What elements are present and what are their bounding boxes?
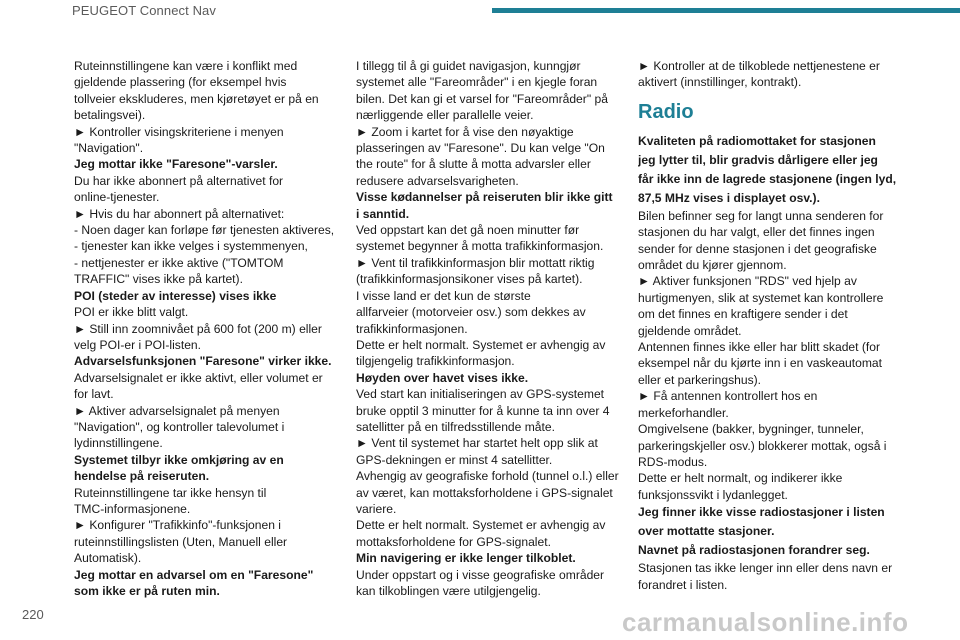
text-line: eksempel når du kjørte inn i en vaskeautomat	[638, 356, 883, 371]
text-line: Omgivelsene (bakker, bygninger, tunneler,	[638, 422, 864, 437]
text-line: Ved oppstart kan det gå noen minutter før	[356, 223, 580, 238]
text-line: for lavt.	[74, 387, 114, 402]
text-line: Du har ikke abonnert på alternativet for	[74, 173, 284, 188]
text-line: Automatisk).	[74, 551, 142, 566]
text-line: eller et parkeringshus).	[638, 372, 762, 387]
text-line: ► Kontroller at de tilkoblede nettjenestene er	[638, 59, 880, 73]
text-line: ► Kontroller visingskriteriene i menyen	[74, 124, 284, 139]
section-heading-radio: Radio	[638, 100, 694, 123]
text-line: - tjenester kan ikke velges i systemmenyen,	[74, 239, 308, 254]
bold-text-line: Jeg mottar ikke "Faresone"-varsler.	[74, 157, 278, 172]
text-line: Dette er helt normalt. Systemet er avhengig av	[356, 518, 606, 533]
text-line: hurtigmenyen, slik at systemet kan kontrollere	[638, 290, 884, 305]
text-line: lydinnstillingene.	[74, 436, 163, 451]
text-line: ► Vent til trafikkinformasjon blir mottatt riktig	[356, 255, 595, 270]
header-accent-bar	[492, 8, 960, 13]
text-line: ► Vent til systemet har startet helt opp slik at	[356, 436, 598, 451]
text-line: systemet begynner å motta trafikkinformasjon.	[356, 239, 604, 254]
text-line: gjeldende plassering (for eksempel hvis	[74, 75, 287, 90]
site-watermark: carmanualsonline.info	[622, 607, 909, 637]
text-line: Advarselsignalet er ikke aktivt, eller volumet er	[74, 370, 323, 385]
text-line: (trafikkinformasjonsikoner vises på kartet).	[356, 272, 583, 287]
bold-text-line: som ikke er på ruten min.	[74, 584, 220, 598]
text-column-2	[356, 58, 624, 599]
bold-text-line: hendelse på reiseruten.	[74, 469, 210, 484]
text-line: stasjonen du har valgt, eller det finnes ingen	[638, 225, 875, 240]
column-3-intro	[638, 58, 904, 91]
text-line: bilen. Det kan gi et varsel for "Fareområder" på	[356, 91, 608, 106]
text-line: TRAFFIC" vises ikke på kartet).	[74, 272, 243, 287]
bold-text-line: Visse kødannelser på reiseruten blir ikke gitt	[356, 190, 613, 205]
bold-text-line: Høyden over havet vises ikke.	[356, 370, 529, 385]
text-line: ► Zoom i kartet for å vise den nøyaktige	[356, 124, 574, 139]
text-line: parkeringskjeller osv.) blokkerer mottak, også i	[638, 438, 887, 453]
bold-text-line: Advarselsfunksjonen "Faresone" virker ikke.	[74, 354, 332, 369]
text-line: GPS-dekningen er minst 4 satellitter.	[356, 452, 553, 467]
text-column-3	[638, 58, 904, 593]
bold-text-line: Systemet tilbyr ikke omkjøring av en	[74, 452, 284, 467]
text-line: sender for denne stasjonen i det geografiske	[638, 241, 877, 256]
text-line: bruke opptil 3 minutter for å kunne ta inn over 4	[356, 403, 610, 418]
text-line: Ruteinnstillingene tar ikke hensyn til	[74, 485, 267, 500]
text-line: Dette er helt normalt, og indikerer ikke	[638, 471, 843, 486]
text-line: Stasjonen tas ikke lenger inn eller dens navn er	[638, 561, 893, 576]
text-line: tollveier ekskluderes, men kjøretøyet er på en	[74, 91, 319, 106]
text-line: av været, kan mottaksforholdene i GPS-signalet	[356, 485, 613, 500]
bold-text-line: Navnet på radiostasjonen forandrer seg.	[638, 543, 870, 558]
text-line: satellitter på en tilfredsstillende måte.	[356, 419, 555, 434]
text-line: mottaksforholdene for GPS-signalet.	[356, 534, 551, 549]
text-line: området du kjører gjennom.	[638, 258, 787, 273]
text-line: nærliggende eller parallelle veier.	[356, 108, 534, 123]
bold-text-line: over mottatte stasjoner.	[638, 524, 775, 539]
text-line: variere.	[356, 501, 397, 516]
text-line: "Navigation".	[74, 141, 144, 156]
text-line: forandret i listen.	[638, 577, 728, 592]
text-line: - Noen dager kan forløpe før tjenesten aktiveres,	[74, 223, 335, 238]
text-line: ► Still inn zoomnivået på 600 fot (200 m) eller	[74, 321, 322, 336]
bold-text-line: jeg lytter til, blir gradvis dårligere eller jeg	[638, 152, 878, 167]
text-line: ► Aktiver advarselsignalet på menyen	[74, 403, 280, 418]
bold-text-line: i sanntid.	[356, 206, 410, 221]
text-line: POI er ikke blitt valgt.	[74, 305, 189, 320]
text-line: the route" for å slutte å motta advarsler eller	[356, 157, 591, 172]
text-line: ruteinnstillingslisten (Uten, Manuell eller	[74, 534, 288, 549]
text-line: allfarveier (motorveier osv.) som dekkes av	[356, 305, 586, 320]
text-line: ► Aktiver funksjonen "RDS" ved hjelp av	[638, 274, 857, 289]
text-line: Ved start kan initialiseringen av GPS-systemet	[356, 387, 605, 402]
text-line: kan tilkoblingen være utilgjengelig.	[356, 584, 541, 598]
text-line: aktivert (innstillinger, kontrakt).	[638, 75, 802, 90]
bold-text-line: Kvaliteten på radiomottaket for stasjonen	[638, 133, 876, 148]
text-line: betalingsvei).	[74, 108, 146, 123]
text-line: I visse land er det kun de største	[356, 288, 531, 303]
text-line: plasseringen av "Faresone". Du kan velge "On	[356, 141, 605, 156]
bold-text-line: Jeg finner ikke visse radiostasjoner i listen	[638, 505, 885, 520]
text-line: velg POI-er i POI-listen.	[74, 337, 202, 352]
text-line: I tillegg til å gi guidet navigasjon, kunngjør	[356, 59, 581, 73]
text-line: Under oppstart og i visse geografiske områder	[356, 567, 605, 582]
text-line: systemet alle "Fareområder" i en kjegle foran	[356, 75, 598, 90]
text-line: - nettjenester er ikke aktive ("TOMTOM	[74, 255, 284, 270]
text-line: online-tjenester.	[74, 190, 160, 205]
bold-text-line: Min navigering er ikke lenger tilkoblet.	[356, 551, 576, 566]
text-line: ► Få antennen kontrollert hos en	[638, 389, 818, 404]
text-line: ► Hvis du har abonnert på alternativet:	[74, 206, 285, 221]
text-column-1	[74, 58, 336, 599]
text-line: Dette er helt normalt. Systemet er avhengig av	[356, 337, 606, 352]
text-line: gjeldende området.	[638, 323, 742, 338]
text-line: TMC-informasjonene.	[74, 501, 191, 516]
bold-text-line: Jeg mottar en advarsel om en "Faresone"	[74, 567, 314, 582]
text-line: Antennen finnes ikke eller har blitt skadet (for	[638, 340, 881, 355]
text-line: trafikkinformasjonen.	[356, 321, 468, 336]
text-line: Bilen befinner seg for langt unna senderen for	[638, 208, 884, 223]
text-line: ► Konfigurer "Trafikkinfo"-funksjonen i	[74, 518, 281, 533]
text-line: Avhengig av geografiske forhold (tunnel o.l.) eller	[356, 469, 619, 484]
text-line: redusere advarselsvarigheten.	[356, 173, 519, 188]
text-line: merkeforhandler.	[638, 405, 729, 420]
column-3-radio-body	[638, 132, 904, 593]
text-line: Ruteinnstillingene kan være i konflikt med	[74, 59, 298, 73]
text-line: funksjonssvikt i lydanlegget.	[638, 487, 788, 502]
running-header-title: PEUGEOT Connect Nav	[72, 3, 216, 18]
text-line: om det finnes en kraftigere sender i det	[638, 307, 848, 322]
text-line: "Navigation", og kontroller talevolumet i	[74, 419, 285, 434]
page-number: 220	[22, 607, 44, 622]
bold-text-line: POI (steder av interesse) vises ikke	[74, 288, 277, 303]
text-line: tilgjengelig trafikkinformasjon.	[356, 354, 515, 369]
bold-text-line: 87,5 MHz vises i displayet osv.).	[638, 190, 820, 205]
bold-text-line: får ikke inn de lagrede stasjonene (ingen lyd,	[638, 171, 897, 186]
text-line: RDS-modus.	[638, 454, 708, 469]
